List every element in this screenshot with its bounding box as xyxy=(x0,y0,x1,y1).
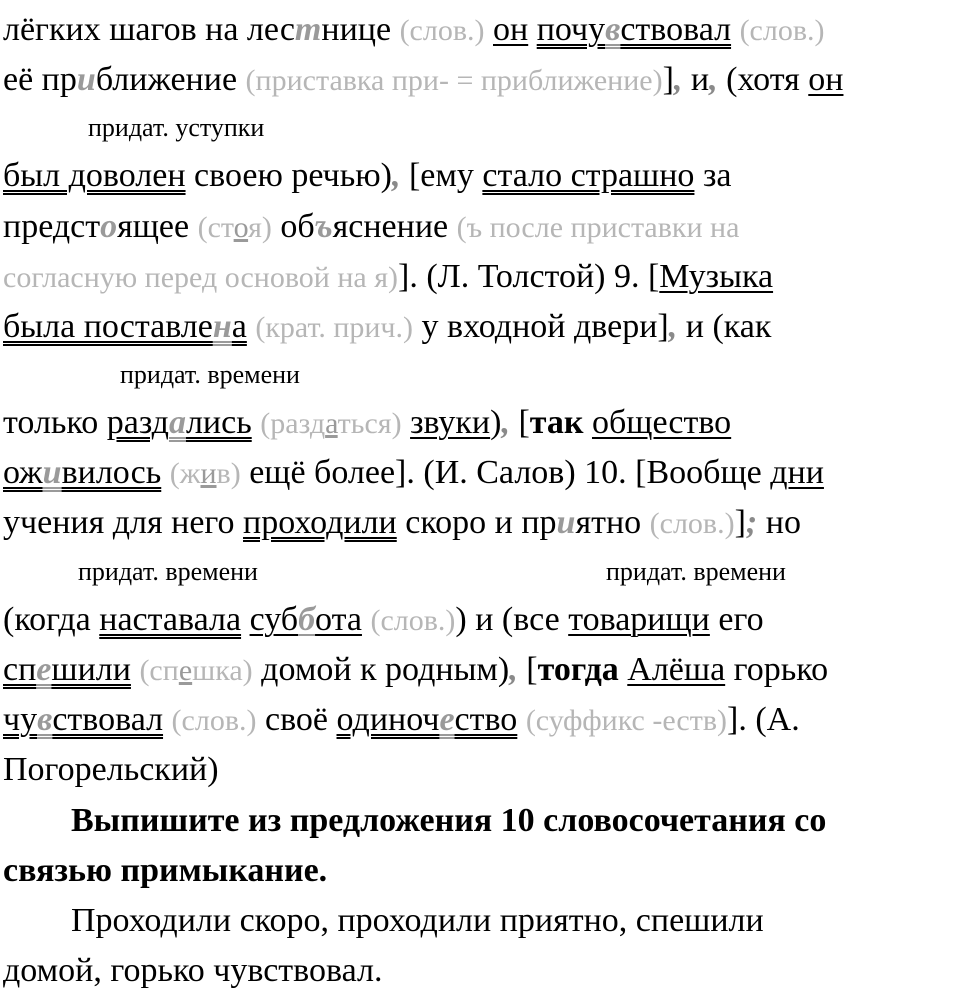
text-segment: проходили xyxy=(243,504,397,541)
text-segment: , xyxy=(709,61,718,98)
text-segment: (слов.) xyxy=(399,14,485,47)
text-segment: и xyxy=(42,454,62,491)
text-segment: Выпишите из предложения 10 словосочетания со xyxy=(3,802,827,839)
text-segment: (приставка при- = приближение) xyxy=(245,64,663,97)
text-segment: но xyxy=(757,504,801,541)
text-segment: ствовал xyxy=(620,11,732,48)
text-segment: в) xyxy=(216,457,241,490)
text-line xyxy=(3,503,801,544)
answer-text xyxy=(3,901,764,941)
text-segment: об xyxy=(271,208,315,245)
text-segment: товарищи xyxy=(568,601,710,638)
task-heading xyxy=(3,801,826,841)
text-segment: , xyxy=(673,61,683,98)
text-segment: [ xyxy=(509,404,530,441)
text-segment: так xyxy=(529,404,584,441)
text-segment: е xyxy=(439,701,455,738)
text-segment: лёгких шагов на лес xyxy=(3,11,295,48)
text-segment: была поставле xyxy=(3,308,213,345)
text-segment: е xyxy=(36,651,52,688)
text-segment: (сп xyxy=(139,654,179,687)
text-segment: домой, горько чувствовал. xyxy=(3,952,383,989)
text-segment: ъ xyxy=(314,208,333,245)
text-segment: (слов.) xyxy=(739,14,825,47)
text-segment: (ъ после приставки на xyxy=(456,211,740,244)
text-segment: (слов.) xyxy=(649,507,735,540)
text-segment: наставала xyxy=(99,601,242,638)
text-segment xyxy=(402,404,411,441)
text-segment: шка) xyxy=(192,654,253,687)
text-segment: в xyxy=(605,11,621,48)
text-segment: ] xyxy=(662,61,674,98)
text-segment: горько xyxy=(725,651,829,688)
text-segment: и xyxy=(556,504,576,541)
text-line xyxy=(3,650,828,691)
text-segment: и xyxy=(682,61,710,98)
text-line xyxy=(3,156,731,196)
text-segment: ) и (все xyxy=(455,601,569,638)
text-segment: и (как xyxy=(677,308,772,345)
text-segment: стало страшно xyxy=(482,157,695,194)
text-segment: [ему xyxy=(400,157,483,194)
text-segment xyxy=(163,701,172,738)
text-segment: лись xyxy=(185,404,252,441)
answer-text xyxy=(3,951,382,991)
text-segment: ] xyxy=(734,504,746,541)
text-segment: своё xyxy=(256,701,337,738)
text-segment: Проходили скоро, проходили приятно, спешили xyxy=(3,902,764,939)
text-segment: чу xyxy=(3,701,38,738)
text-segment: ; xyxy=(745,504,758,541)
text-line xyxy=(3,600,764,641)
text-segment: дни xyxy=(770,454,824,491)
text-segment xyxy=(161,454,170,491)
text-segment: (хотя xyxy=(717,61,809,98)
clause-note: придат. времени xyxy=(606,557,786,586)
text-segment: ствовал xyxy=(52,701,164,738)
text-line xyxy=(3,307,771,348)
text-segment: , xyxy=(501,404,510,441)
clause-note: придат. времени xyxy=(120,360,300,389)
text-segment: о xyxy=(100,208,118,245)
text-segment: звуки xyxy=(410,404,491,441)
text-segment: ящее xyxy=(117,208,198,245)
text-segment: вилось xyxy=(61,454,162,491)
text-segment: (ж xyxy=(169,457,201,490)
text-segment xyxy=(252,404,261,441)
text-segment: был доволен xyxy=(3,157,186,194)
text-segment: Погорельский) xyxy=(3,751,219,788)
text-segment xyxy=(619,651,628,688)
text-segment: он xyxy=(808,61,844,98)
text-segment: в xyxy=(37,701,53,738)
text-segment xyxy=(731,11,740,48)
text-segment: е xyxy=(178,654,193,687)
text-segment: (когда xyxy=(3,601,100,638)
text-line xyxy=(3,207,739,248)
text-segment: ]. (А. xyxy=(727,701,800,738)
text-segment: разд xyxy=(106,404,169,441)
text-segment: ться) xyxy=(337,407,402,440)
text-line xyxy=(3,750,219,790)
text-segment: , xyxy=(668,308,678,345)
text-segment: одиноч xyxy=(336,701,440,738)
text-segment: её пр xyxy=(3,61,77,98)
text-segment: а xyxy=(325,407,338,440)
text-segment: своею речью) xyxy=(185,157,392,194)
text-segment: и xyxy=(200,457,217,490)
text-segment: только xyxy=(3,404,107,441)
text-segment: домой к родным) xyxy=(252,651,510,688)
text-segment: т xyxy=(294,11,322,48)
text-segment: о xyxy=(233,211,249,244)
text-segment: , xyxy=(391,157,401,194)
text-line xyxy=(3,257,773,298)
text-segment: яснение xyxy=(332,208,457,245)
text-line xyxy=(3,403,731,444)
text-segment: н xyxy=(212,308,232,345)
text-segment: ож xyxy=(3,454,43,491)
text-segment xyxy=(485,11,494,48)
text-segment xyxy=(528,11,537,48)
clause-note: придат. времени xyxy=(78,557,258,586)
text-segment: (суффикс -еств) xyxy=(525,704,728,737)
text-segment: сп xyxy=(3,651,37,688)
text-segment xyxy=(517,701,526,738)
text-line xyxy=(3,453,824,494)
text-segment: (ст xyxy=(197,211,234,244)
text-segment: ство xyxy=(454,701,518,738)
text-segment: почу xyxy=(536,11,606,48)
text-segment: нице xyxy=(321,11,400,48)
text-segment: (слов.) xyxy=(370,604,456,637)
text-segment: тогда xyxy=(537,651,619,688)
text-segment: предст xyxy=(3,208,101,245)
text-segment: ]. (Л. Толстой) 9. [ xyxy=(398,258,660,295)
text-segment: суб xyxy=(249,601,299,638)
text-segment xyxy=(241,601,250,638)
text-segment: [ xyxy=(517,651,538,688)
text-segment: ота xyxy=(315,601,362,638)
text-segment: и xyxy=(76,61,96,98)
text-segment: а xyxy=(231,308,247,345)
text-segment: (разд xyxy=(260,407,326,440)
clause-note: придат. уступки xyxy=(88,113,265,142)
text-segment: его xyxy=(709,601,764,638)
text-segment: (слов.) xyxy=(171,704,257,737)
text-segment: (крат. прич.) xyxy=(255,311,414,344)
task-heading xyxy=(3,851,327,891)
text-segment: связью примыкание. xyxy=(3,852,328,889)
text-segment: учения для него xyxy=(3,504,244,541)
text-segment: Музыка xyxy=(659,258,774,295)
text-segment: у входной двери] xyxy=(413,308,669,345)
text-segment: общество xyxy=(591,404,732,441)
text-segment: шили xyxy=(51,651,131,688)
text-segment: Алёша xyxy=(627,651,726,688)
text-segment: ятно xyxy=(575,504,650,541)
text-segment: , xyxy=(509,651,518,688)
text-segment: скоро и пр xyxy=(396,504,557,541)
text-line xyxy=(3,60,843,101)
text-segment: за xyxy=(694,157,732,194)
text-line xyxy=(3,10,825,51)
text-segment xyxy=(583,404,592,441)
text-segment: он xyxy=(493,11,529,48)
text-segment: я) xyxy=(248,211,272,244)
text-segment: ближение xyxy=(95,61,246,98)
text-segment: б xyxy=(298,601,316,638)
text-segment: а xyxy=(168,404,186,441)
text-segment: согласную перед основой на я) xyxy=(3,261,399,294)
text-segment: ещё более]. (И. Салов) 10. [Вообще xyxy=(240,454,771,491)
text-segment: ) xyxy=(490,404,502,441)
text-line xyxy=(3,700,800,741)
